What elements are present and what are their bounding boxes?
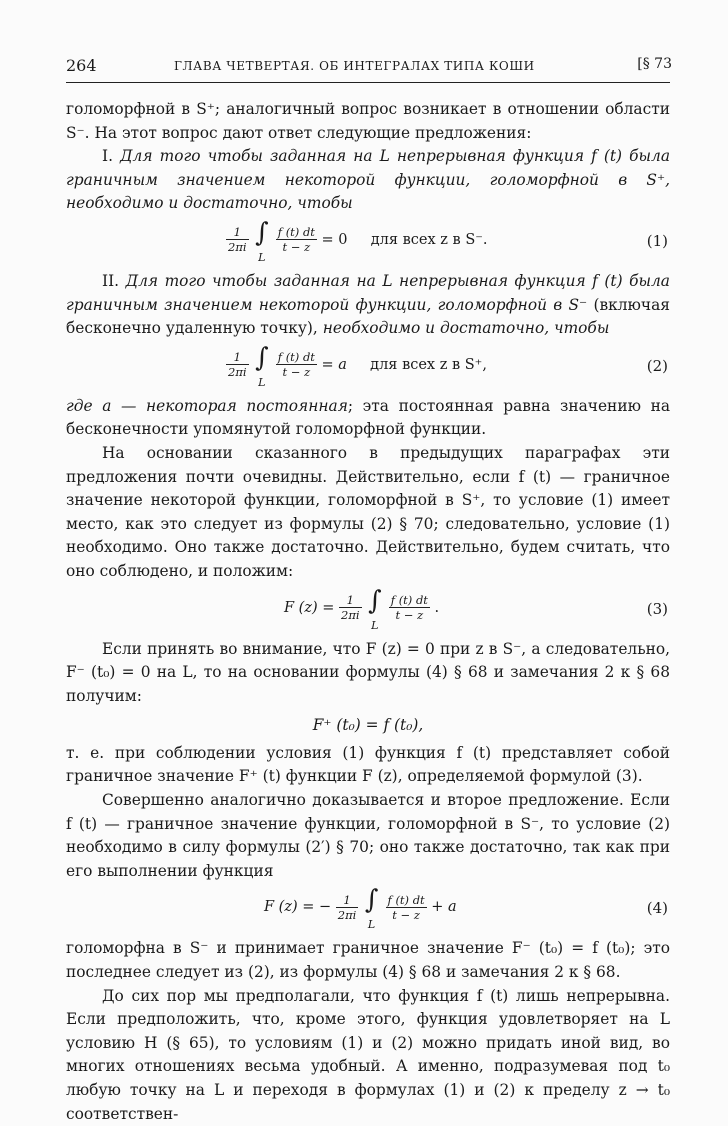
equation-lhs: F (z) = [284, 599, 335, 616]
paragraph: На основании сказанного в предыдущих параграфах эти предложения почти очевидны. Действительно, если f (t) — граничное значение некоторой функции, голоморфной в S⁺, то условие (1) имеет место, как это следует из формулы (2) § 70; следовательно, условие (1) необходимо. Оно также достаточно. Действительно, будем считать, что оно соблюдено, и положим: [66, 443, 670, 580]
proposition-1 [66, 145, 670, 216]
equation-boundary-value: F⁺ (t₀) = f (t₀), [312, 716, 424, 735]
proposition-numeral: II. [102, 271, 126, 290]
equation-rhs: = a [321, 356, 347, 373]
equation-2 [66, 342, 670, 389]
paragraph: где a — некоторая постоянная; эта постоянная равна значению на бесконечности упомянутой голоморфной функции. [66, 396, 671, 439]
integrand: $\frac{f (t) dt}{t - z}$ [387, 892, 425, 922]
paragraph: голоморфна в S⁻ и принимает граничное значение F⁻ (t₀) = f (t₀); это последнее следует из (2), из формулы (4) § 68 и замечания 2 к § 68. [66, 939, 670, 982]
running-header [66, 56, 670, 80]
equation-number: (2) [646, 356, 668, 375]
equation-number: (4) [646, 899, 668, 918]
equation-4 [66, 887, 670, 931]
paragraph: голоморфной в S⁺; аналогичный вопрос возникает в отношении области S⁻. На этот вопрос дают ответ следующие предложения: [66, 100, 670, 142]
integrand: $\frac{f (t) dt}{t - z}$ [390, 593, 428, 622]
equation-condition: для всех z в S⁻. [370, 231, 488, 248]
page-body [66, 98, 670, 1126]
proposition-text: Для того чтобы заданная на L непрерывная функция f (t) была граничным значением некоторой функции, голоморфной в S⁺, необходимо и достаточно, чтобы [66, 147, 670, 213]
section-marker: [§ 73 [637, 56, 672, 72]
equation-1 [66, 217, 670, 264]
proposition-text: Для того чтобы заданная на L непрерывная функция f (t) была граничным значением некоторой функции, голоморфной в S⁻ [66, 271, 670, 314]
paragraph: Совершенно аналогично доказывается и второе предложение. Если f (t) — граничное значение функции, голоморфной в S⁻, то условие (2) необходимо в силу формулы (2′) § 70; оно также достаточно, так как при его выполнении функция [66, 791, 670, 880]
header-rule [66, 82, 670, 83]
integrand: $\frac{f (t) dt}{t - z}$ [277, 225, 315, 255]
equation-3: F (z) = $\frac{1}{2\pi i}$ ∫ L $\frac{f (t) dt}{t - z}$ . (3) [284, 585, 668, 632]
paragraph: т. е. при соблюдении условия (1) функция f (t) представляет собой граничное значение F⁺ (t) функции F (z), определяемой формулой (3). [66, 743, 670, 786]
page-number: 264 [66, 56, 97, 75]
equation-number: (1) [646, 231, 668, 250]
integrand: $\frac{f (t) dt}{t - z}$ [277, 350, 315, 380]
equation-number: (3) [646, 599, 668, 618]
integral-sign: ∫ L [364, 885, 379, 932]
equation-condition: для всех z в S⁺, [370, 356, 487, 373]
equation-rhs: = 0 [321, 231, 348, 248]
integral-sign: ∫ L [255, 217, 269, 264]
chapter-title: ГЛАВА ЧЕТВЕРТАЯ. ОБ ИНТЕГРАЛАХ ТИПА КОШИ [174, 59, 535, 73]
book-page [66, 56, 672, 1123]
fraction: $\frac{1}{2\pi i}$ [337, 892, 357, 922]
proposition-condition: необходимо и достаточно, чтобы [322, 319, 610, 338]
proposition-2 [66, 270, 670, 341]
integral-sign: ∫ L [255, 342, 269, 389]
proposition-numeral: I. [102, 147, 121, 166]
equation-rhs: + a [431, 899, 457, 916]
paragraph: До сих пор мы предполагали, что функция f (t) лишь непрерывна. Если предположить, что, кроме этого, функция удовлетворяет на L условию H (§ 65), то условиям (1) и (2) можно придать иной вид, во многих отношениях весьма удобный. А именно, подразумевая под t₀ любую точку на L и переходя в формулах (1) и (2) к пределу z → t₀ соответствен- [66, 986, 670, 1123]
proposition-parenthetical: (включая бесконечно удаленную точку), [66, 295, 670, 338]
paragraph: Если принять во внимание, что F (z) = 0 при z в S⁻, а следовательно, F⁻ (t₀) = 0 на L, то на основании формулы (4) § 68 и замечания 2 к § 68 получим: [66, 639, 670, 705]
equation-lhs: F (z) = − [264, 899, 332, 916]
fraction: $\frac{1}{2\pi i}$ [341, 593, 360, 622]
fraction: $\frac{1}{2\pi i}$ [228, 225, 247, 255]
integral-sign: ∫ L [368, 585, 382, 632]
fraction: $\frac{1}{2\pi i}$ [228, 350, 247, 380]
